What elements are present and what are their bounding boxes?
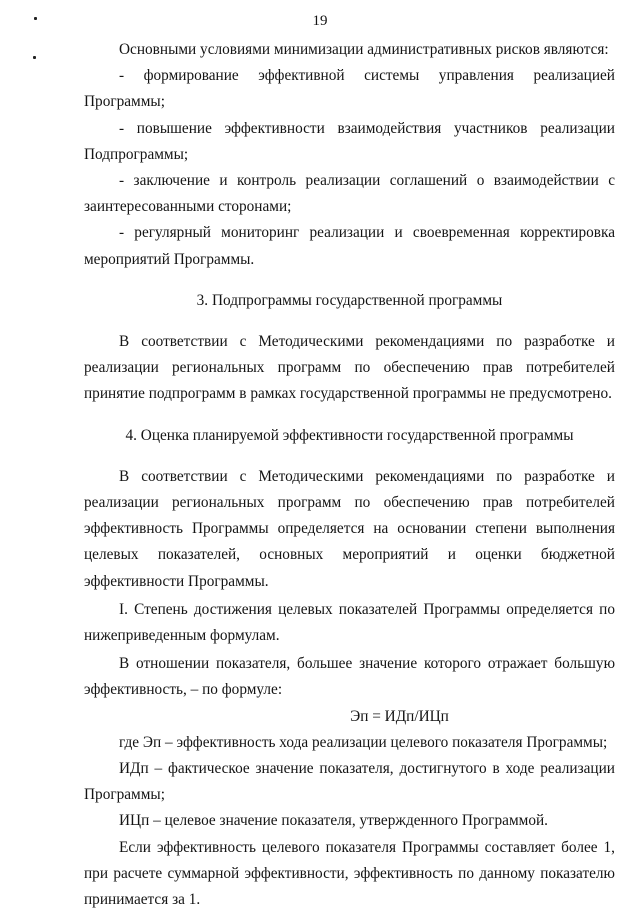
bullet-interaction-efficiency: - повышение эффективности взаимодействия участников реализации Подпрограммы; xyxy=(84,119,615,163)
section-heading-4: 4. Оценка планируемой эффективности государственной программы xyxy=(125,426,574,444)
definition-idp: ИДп – фактическое значение показателя, достигнутого в ходе реализации Программы; xyxy=(84,760,615,804)
scan-speck xyxy=(33,56,36,59)
paragraph-formula-intro: В отношении показателя, большее значение которого отражает большую эффективность, – по формуле: xyxy=(84,655,615,699)
definition-ep: где Эп – эффективность хода реализации целевого показателя Программы; xyxy=(119,733,608,751)
page-body xyxy=(84,37,615,913)
bullet-management-system: - формирование эффективной системы управления реализацией Программы; xyxy=(84,67,615,111)
paragraph-subprograms: В соответствии с Методическими рекомендациями по разработке и реализации региональных программ по обеспечению прав потребителей принятие подпрограмм в рамках государственной программы не предусмотрено. xyxy=(84,333,615,403)
paragraph-efficiency-basis: В соответствии с Методическими рекомендациями по разработке и реализации региональных программ по обеспечению прав потребителей эффективность Программы определяется на основании степени выполнения целевых показателей, основных мероприятий и оценки бюджетной эффективности Программы. xyxy=(84,467,615,590)
efficiency-formula: Эп = ИДп/ИЦп xyxy=(350,707,449,725)
page-number: 19 xyxy=(312,13,328,29)
paragraph-degree-achievement: I. Степень достижения целевых показателей Программы определяется по нижеприведенным формулам. xyxy=(84,600,615,645)
definition-icp: ИЦп – целевое значение показателя, утвержденного Программой. xyxy=(119,812,548,830)
section-heading-3: 3. Подпрограммы государственной программы xyxy=(196,291,503,309)
paragraph-efficiency-cap: Если эффективность целевого показателя Программы составляет более 1, при расчете суммарной эффективности, эффективность по данному показателю принимается за 1. xyxy=(84,838,615,909)
bullet-monitoring: - регулярный мониторинг реализации и своевременная корректировка мероприятий Программы. xyxy=(84,224,615,268)
paragraph-admin-risks-intro: Основными условиями минимизации административных рисков являются: xyxy=(119,41,609,58)
bullet-agreements-control: - заключение и контроль реализации соглашений о взаимодействии с заинтересованными сторонами; xyxy=(84,172,615,216)
